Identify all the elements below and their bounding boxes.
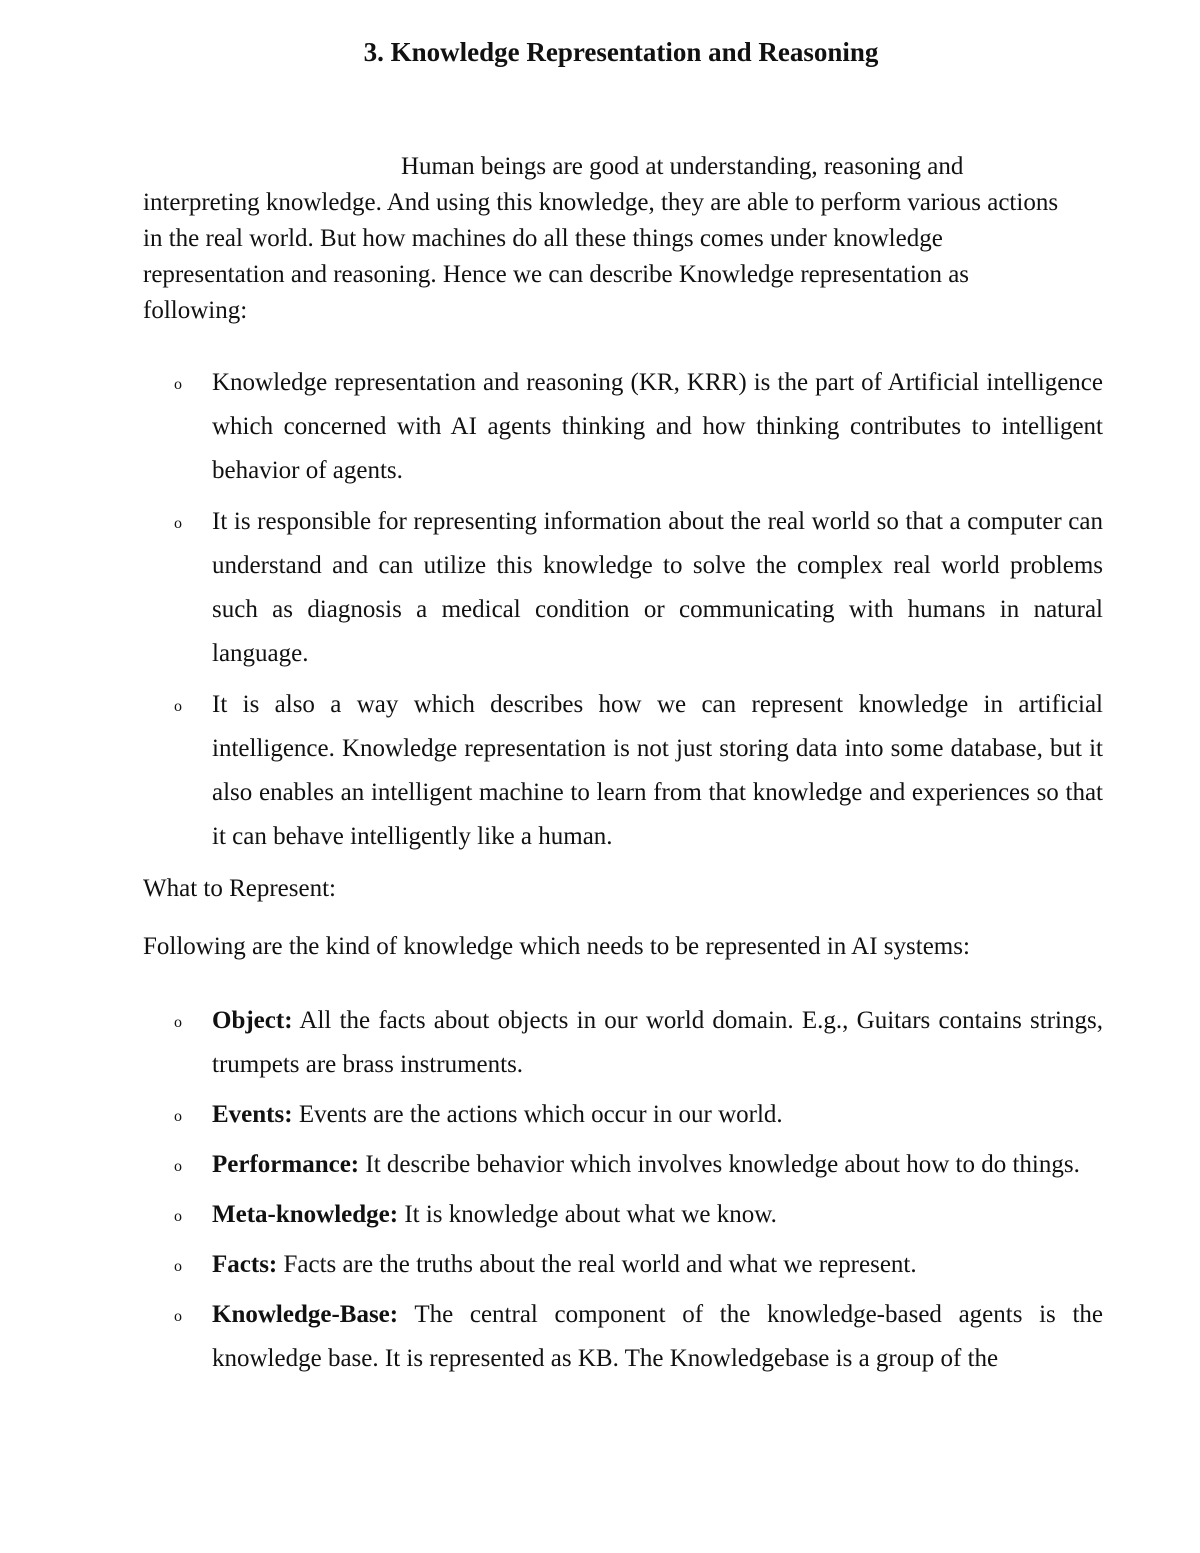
list-item-text: Knowledge representation and reasoning (KR, KRR) is the part of Artificial intelligence which concerned with AI agents thinking and how thinking contributes to intelligent behavior of agents. [212,369,1103,484]
list-item-text: It describe behavior which involves knowledge about how to do things. [359,1151,1080,1178]
bullet-icon: o [174,515,182,532]
following-paragraph: Following are the kind of knowledge which needs to be represented in AI systems: [143,933,970,960]
list-item [143,1093,1103,1137]
list-item [143,1143,1103,1187]
page-title: 3. Knowledge Representation and Reasoning [363,37,879,67]
bullet-icon: o [174,1258,182,1275]
list-item [143,500,1103,676]
bullet-icon: o [174,376,182,393]
list-item-text: The central component of the knowledge-based agents is the knowledge base. It is represented as KB. The Knowledgebase is a group of the [212,1301,1103,1372]
bullet-icon: o [174,1208,182,1225]
list-item-term: Facts: [212,1251,278,1278]
list-item-term: Meta-knowledge: [212,1201,399,1228]
list-item-term: Performance: [212,1151,360,1178]
list-item-text: Events are the actions which occur in our world. [292,1101,783,1128]
list-item [143,999,1103,1087]
kr-points-list [143,361,1103,866]
bullet-icon: o [174,1308,182,1325]
intro-text: Human beings are good at understanding, reasoning and interpreting knowledge. And using this knowledge, they are able to perform various actions in the real world. But how machines do all these things comes under knowledge representation and reasoning. Hence we can describe Knowledge representation as following: [143,153,1059,324]
knowledge-kinds-list [143,999,1103,1387]
list-item-term: Object: [212,1007,293,1034]
section-heading: What to Represent: [143,875,336,902]
bullet-icon: o [174,1108,182,1125]
list-item-text: It is responsible for representing information about the real world so that a computer can understand and can utilize this knowledge to solve the complex real world problems such as diagnosis a medical condition or communicating with humans in natural language. [212,508,1103,667]
list-item-text: Facts are the truths about the real world and what we represent. [277,1251,917,1278]
list-item-term: Knowledge-Base: [212,1301,399,1328]
list-item [143,683,1103,859]
list-item [143,1193,1103,1237]
list-item-text: It is also a way which describes how we can represent knowledge in artificial intelligence. Knowledge representation is not just storing data into some database, but it also enables an intelligent machine to learn from that knowledge and experiences so that it can behave intelligently like a human. [212,691,1103,850]
list-item-text: It is knowledge about what we know. [398,1201,777,1228]
bullet-icon: o [174,1014,182,1031]
list-item [143,1293,1103,1381]
list-item-text: All the facts about objects in our world domain. E.g., Guitars contains strings, trumpets are brass instruments. [212,1007,1103,1078]
bullet-icon: o [174,698,182,715]
list-item [143,1243,1103,1287]
intro-paragraph [143,149,1068,329]
list-item-term: Events: [212,1101,293,1128]
bullet-icon: o [174,1158,182,1175]
list-item [143,361,1103,493]
